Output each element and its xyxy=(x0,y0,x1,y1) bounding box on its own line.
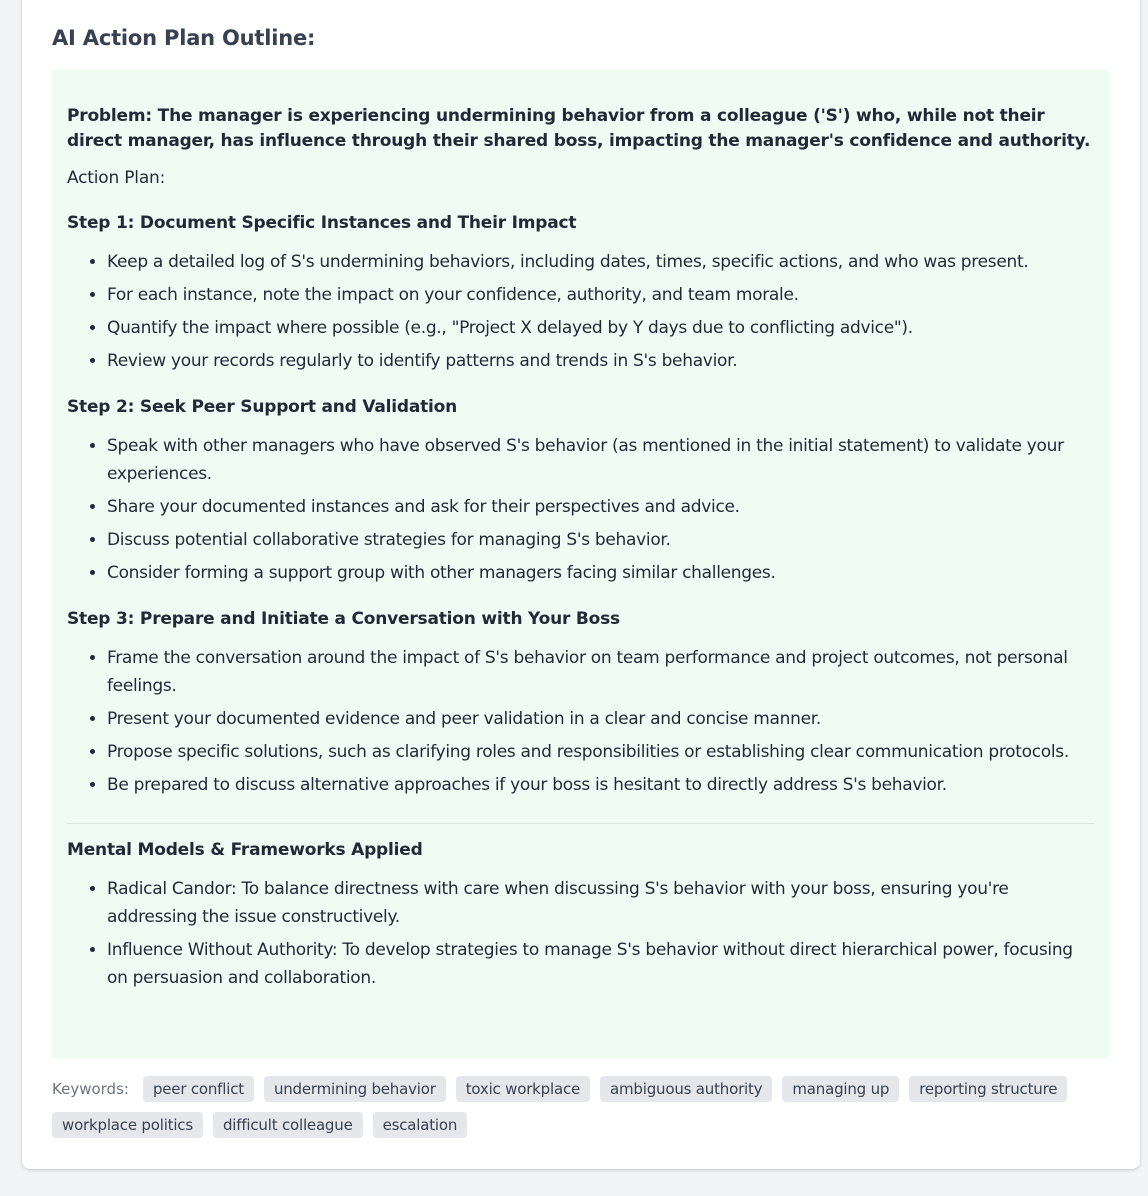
step-2 xyxy=(67,395,1095,587)
keyword-tag: toxic workplace xyxy=(456,1076,590,1102)
list-item: • Speak with other managers who have observed S's behavior (as mentioned in the initial statement) to validate your experiences. xyxy=(107,432,1095,488)
mental-models-list xyxy=(67,875,1095,992)
list-item: • Discuss potential collaborative strategies for managing S's behavior. xyxy=(107,526,1095,554)
list-item: • Present your documented evidence and peer validation in a clear and concise manner. xyxy=(107,705,1095,733)
step-3 xyxy=(67,607,1095,799)
keywords-section xyxy=(52,1076,1110,1138)
keyword-tag: reporting structure xyxy=(909,1076,1067,1102)
list-item: • Frame the conversation around the impact of S's behavior on team performance and project outcomes, not personal feelings. xyxy=(107,644,1095,700)
action-plan-card xyxy=(22,0,1140,1169)
list-item: • Influence Without Authority: To develop strategies to manage S's behavior without direct hierarchical power, focusing on persuasion and collaboration. xyxy=(107,936,1095,992)
keyword-tag: peer conflict xyxy=(143,1076,254,1102)
step-1-title: Step 1: Document Specific Instances and Their Impact xyxy=(67,213,577,233)
mental-models-title: Mental Models & Frameworks Applied xyxy=(67,840,423,860)
list-item: • Consider forming a support group with other managers facing similar challenges. xyxy=(107,559,1095,587)
section-divider xyxy=(67,823,1095,824)
keyword-tag: managing up xyxy=(782,1076,899,1102)
list-item: • Quantify the impact where possible (e.g., "Project X delayed by Y days due to conflicting advice"). xyxy=(107,314,1095,342)
step-3-title: Step 3: Prepare and Initiate a Conversation with Your Boss xyxy=(67,609,620,629)
list-item: • Propose specific solutions, such as clarifying roles and responsibilities or establishing clear communication protocols. xyxy=(107,738,1095,766)
step-1-list xyxy=(67,248,1095,375)
page-title: AI Action Plan Outline: xyxy=(52,26,316,50)
mental-models-section xyxy=(67,838,1095,992)
step-1 xyxy=(67,211,1095,375)
keyword-tag: ambiguous authority xyxy=(600,1076,772,1102)
problem-statement: Problem: The manager is experiencing undermining behavior from a colleague ('S') who, while not their direct manager, has influence through their shared boss, impacting the manager's confidence and authority. xyxy=(67,106,1091,151)
list-item: • Be prepared to discuss alternative approaches if your boss is hesitant to directly address S's behavior. xyxy=(107,771,1095,799)
list-item: • Review your records regularly to identify patterns and trends in S's behavior. xyxy=(107,347,1095,375)
step-3-list xyxy=(67,644,1095,799)
list-item: • Keep a detailed log of S's undermining behaviors, including dates, times, specific actions, and who was present. xyxy=(107,248,1095,276)
action-plan-panel xyxy=(52,70,1110,1058)
step-2-title: Step 2: Seek Peer Support and Validation xyxy=(67,397,458,417)
keyword-tag: difficult colleague xyxy=(213,1112,363,1138)
list-item: • For each instance, note the impact on your confidence, authority, and team morale. xyxy=(107,281,1095,309)
keyword-tag: undermining behavior xyxy=(264,1076,446,1102)
keywords-label: Keywords: xyxy=(52,1080,129,1098)
keyword-tag: escalation xyxy=(373,1112,468,1138)
list-item: • Share your documented instances and ask for their perspectives and advice. xyxy=(107,493,1095,521)
step-2-list xyxy=(67,432,1095,587)
action-plan-label: Action Plan: xyxy=(67,168,166,188)
keyword-tag: workplace politics xyxy=(52,1112,203,1138)
list-item: • Radical Candor: To balance directness with care when discussing S's behavior with your boss, ensuring you're addressing the issue constructively. xyxy=(107,875,1095,931)
